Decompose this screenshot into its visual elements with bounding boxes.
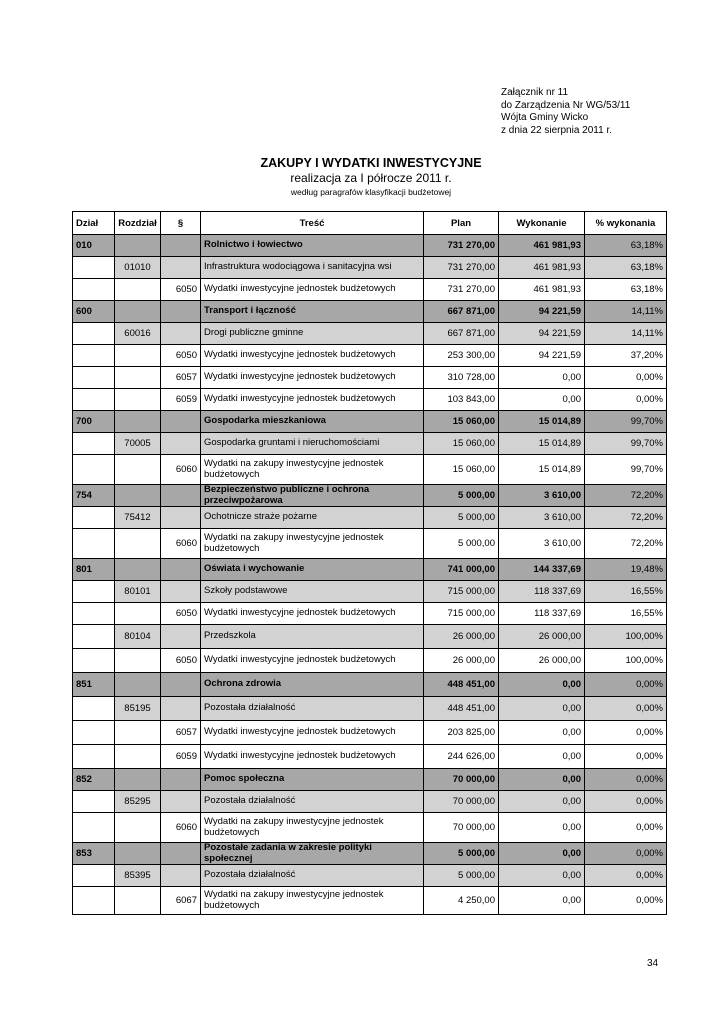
table-row <box>73 769 667 791</box>
cell-procent: 0,00% <box>585 887 667 915</box>
cell-paragraf <box>161 769 201 791</box>
cell-dzial <box>73 389 115 411</box>
annex-line-2: do Zarządzenia Nr WG/53/11 <box>501 99 631 111</box>
cell-wykonanie: 15 014,89 <box>499 433 585 455</box>
cell-plan: 731 270,00 <box>424 257 499 279</box>
cell-rozdzial: 85295 <box>115 791 161 813</box>
cell-paragraf: 6059 <box>161 389 201 411</box>
cell-dzial <box>73 791 115 813</box>
cell-paragraf <box>161 257 201 279</box>
cell-paragraf: 6057 <box>161 721 201 745</box>
cell-paragraf <box>161 411 201 433</box>
cell-paragraf <box>161 559 201 581</box>
cell-tresc: Pozostałe zadania w zakresie polityki społecznej <box>201 843 424 865</box>
cell-plan: 731 270,00 <box>424 235 499 257</box>
cell-wykonanie: 118 337,69 <box>499 581 585 603</box>
cell-paragraf: 6060 <box>161 529 201 559</box>
cell-tresc: Drogi publiczne gminne <box>201 323 424 345</box>
cell-rozdzial: 01010 <box>115 257 161 279</box>
cell-procent: 99,70% <box>585 455 667 485</box>
cell-plan: 253 300,00 <box>424 345 499 367</box>
cell-paragraf: 6050 <box>161 603 201 625</box>
cell-rozdzial: 80101 <box>115 581 161 603</box>
cell-tresc: Pomoc społeczna <box>201 769 424 791</box>
cell-plan: 15 060,00 <box>424 433 499 455</box>
cell-rozdzial <box>115 279 161 301</box>
cell-paragraf <box>161 581 201 603</box>
cell-procent: 63,18% <box>585 235 667 257</box>
cell-dzial <box>73 745 115 769</box>
cell-plan: 15 060,00 <box>424 411 499 433</box>
cell-dzial <box>73 507 115 529</box>
annex-line-4: z dnia 22 sierpnia 2011 r. <box>501 124 613 136</box>
header-dzial: Dział <box>73 212 115 235</box>
cell-plan: 4 250,00 <box>424 887 499 915</box>
annex-line-1: Załącznik nr 11 <box>501 87 569 98</box>
cell-rozdzial <box>115 345 161 367</box>
cell-dzial <box>73 529 115 559</box>
cell-plan: 5 000,00 <box>424 843 499 865</box>
cell-wykonanie: 26 000,00 <box>499 625 585 649</box>
table-row <box>73 257 667 279</box>
cell-wykonanie: 0,00 <box>499 721 585 745</box>
cell-plan: 448 451,00 <box>424 673 499 697</box>
table-row <box>73 559 667 581</box>
table-row <box>73 455 667 485</box>
table-row <box>73 411 667 433</box>
cell-paragraf: 6060 <box>161 813 201 843</box>
cell-wykonanie: 144 337,69 <box>499 559 585 581</box>
cell-dzial <box>73 721 115 745</box>
table-row <box>73 813 667 843</box>
cell-plan: 310 728,00 <box>424 367 499 389</box>
cell-tresc: Przedszkola <box>201 625 424 649</box>
table-row <box>73 389 667 411</box>
cell-paragraf: 6050 <box>161 345 201 367</box>
cell-tresc: Wydatki na zakupy inwestycyjne jednostek budżetowych <box>201 887 424 915</box>
cell-dzial <box>73 367 115 389</box>
document-title: ZAKUPY I WYDATKI INWESTYCYJNE <box>260 156 482 170</box>
table-row <box>73 581 667 603</box>
page-number: 34 <box>647 958 659 969</box>
cell-tresc: Transport i łączność <box>201 301 424 323</box>
cell-procent: 100,00% <box>585 625 667 649</box>
cell-rozdzial: 85395 <box>115 865 161 887</box>
cell-wykonanie: 3 610,00 <box>499 507 585 529</box>
cell-paragraf <box>161 235 201 257</box>
cell-procent: 0,00% <box>585 865 667 887</box>
cell-plan: 715 000,00 <box>424 581 499 603</box>
document-note: według paragrafów klasyfikacji budżetowej <box>290 187 452 197</box>
cell-dzial: 853 <box>73 843 115 865</box>
cell-tresc: Szkoły podstawowe <box>201 581 424 603</box>
cell-rozdzial <box>115 813 161 843</box>
cell-procent: 37,20% <box>585 345 667 367</box>
cell-plan: 5 000,00 <box>424 865 499 887</box>
cell-rozdzial <box>115 649 161 673</box>
table-row <box>73 345 667 367</box>
cell-plan: 667 871,00 <box>424 323 499 345</box>
cell-rozdzial: 60016 <box>115 323 161 345</box>
cell-wykonanie: 0,00 <box>499 769 585 791</box>
cell-procent: 0,00% <box>585 389 667 411</box>
cell-wykonanie: 3 610,00 <box>499 485 585 507</box>
annex-line-3: Wójta Gminy Wicko <box>501 112 589 123</box>
cell-procent: 72,20% <box>585 529 667 559</box>
cell-tresc: Oświata i wychowanie <box>201 559 424 581</box>
cell-paragraf <box>161 865 201 887</box>
cell-plan: 448 451,00 <box>424 697 499 721</box>
cell-paragraf: 6059 <box>161 745 201 769</box>
cell-wykonanie: 94 221,59 <box>499 323 585 345</box>
cell-tresc: Wydatki inwestycyjne jednostek budżetowych <box>201 721 424 745</box>
cell-plan: 70 000,00 <box>424 791 499 813</box>
cell-wykonanie: 0,00 <box>499 745 585 769</box>
table-row <box>73 697 667 721</box>
cell-procent: 0,00% <box>585 791 667 813</box>
cell-plan: 70 000,00 <box>424 813 499 843</box>
cell-paragraf <box>161 673 201 697</box>
header-plan: Plan <box>424 212 499 235</box>
cell-procent: 72,20% <box>585 507 667 529</box>
cell-wykonanie: 0,00 <box>499 843 585 865</box>
cell-rozdzial <box>115 745 161 769</box>
cell-dzial: 801 <box>73 559 115 581</box>
cell-tresc: Infrastruktura wodociągowa i sanitacyjna wsi <box>201 257 424 279</box>
cell-procent: 0,00% <box>585 697 667 721</box>
table-header-row <box>73 212 667 235</box>
table-row <box>73 301 667 323</box>
cell-dzial <box>73 887 115 915</box>
cell-paragraf: 6057 <box>161 367 201 389</box>
cell-procent: 99,70% <box>585 411 667 433</box>
table-row <box>73 865 667 887</box>
cell-rozdzial <box>115 455 161 485</box>
table-row <box>73 323 667 345</box>
budget-table <box>72 211 667 915</box>
table-row <box>73 721 667 745</box>
cell-plan: 103 843,00 <box>424 389 499 411</box>
cell-paragraf <box>161 301 201 323</box>
cell-wykonanie: 0,00 <box>499 367 585 389</box>
cell-dzial: 700 <box>73 411 115 433</box>
cell-rozdzial: 80104 <box>115 625 161 649</box>
cell-tresc: Pozostała działalność <box>201 865 424 887</box>
cell-dzial: 600 <box>73 301 115 323</box>
cell-rozdzial <box>115 235 161 257</box>
cell-procent: 14,11% <box>585 323 667 345</box>
cell-rozdzial <box>115 301 161 323</box>
cell-wykonanie: 461 981,93 <box>499 257 585 279</box>
cell-rozdzial <box>115 411 161 433</box>
table-row <box>73 625 667 649</box>
cell-dzial <box>73 603 115 625</box>
table-row <box>73 649 667 673</box>
cell-rozdzial <box>115 673 161 697</box>
cell-wykonanie: 0,00 <box>499 697 585 721</box>
cell-wykonanie: 0,00 <box>499 813 585 843</box>
cell-dzial <box>73 813 115 843</box>
cell-tresc: Wydatki inwestycyjne jednostek budżetowych <box>201 603 424 625</box>
cell-wykonanie: 118 337,69 <box>499 603 585 625</box>
cell-rozdzial: 75412 <box>115 507 161 529</box>
cell-dzial <box>73 257 115 279</box>
cell-plan: 667 871,00 <box>424 301 499 323</box>
header-wykonanie: Wykonanie <box>499 212 585 235</box>
cell-tresc: Pozostała działalność <box>201 697 424 721</box>
cell-plan: 70 000,00 <box>424 769 499 791</box>
cell-rozdzial <box>115 887 161 915</box>
cell-paragraf <box>161 625 201 649</box>
cell-paragraf <box>161 791 201 813</box>
cell-wykonanie: 0,00 <box>499 887 585 915</box>
cell-dzial: 010 <box>73 235 115 257</box>
cell-plan: 244 626,00 <box>424 745 499 769</box>
cell-plan: 5 000,00 <box>424 507 499 529</box>
cell-procent: 0,00% <box>585 843 667 865</box>
cell-plan: 26 000,00 <box>424 625 499 649</box>
cell-procent: 0,00% <box>585 813 667 843</box>
cell-procent: 14,11% <box>585 301 667 323</box>
cell-procent: 99,70% <box>585 433 667 455</box>
cell-tresc: Wydatki inwestycyjne jednostek budżetowych <box>201 367 424 389</box>
cell-plan: 203 825,00 <box>424 721 499 745</box>
table-row <box>73 887 667 915</box>
cell-wykonanie: 94 221,59 <box>499 301 585 323</box>
table-row <box>73 603 667 625</box>
cell-plan: 741 000,00 <box>424 559 499 581</box>
table-row <box>73 745 667 769</box>
cell-wykonanie: 15 014,89 <box>499 411 585 433</box>
cell-dzial: 851 <box>73 673 115 697</box>
cell-dzial <box>73 433 115 455</box>
cell-paragraf: 6067 <box>161 887 201 915</box>
cell-dzial <box>73 625 115 649</box>
document-title-block <box>0 156 724 198</box>
cell-tresc: Wydatki na zakupy inwestycyjne jednostek budżetowych <box>201 529 424 559</box>
table-row <box>73 507 667 529</box>
cell-wykonanie: 94 221,59 <box>499 345 585 367</box>
cell-procent: 63,18% <box>585 257 667 279</box>
cell-wykonanie: 0,00 <box>499 791 585 813</box>
table-row <box>73 843 667 865</box>
table-body <box>73 235 667 915</box>
cell-wykonanie: 15 014,89 <box>499 455 585 485</box>
cell-plan: 715 000,00 <box>424 603 499 625</box>
cell-dzial <box>73 323 115 345</box>
cell-procent: 0,00% <box>585 769 667 791</box>
cell-rozdzial <box>115 721 161 745</box>
table-row <box>73 235 667 257</box>
cell-rozdzial <box>115 769 161 791</box>
cell-tresc: Gospodarka mieszkaniowa <box>201 411 424 433</box>
cell-wykonanie: 461 981,93 <box>499 279 585 301</box>
cell-plan: 5 000,00 <box>424 485 499 507</box>
cell-tresc: Wydatki inwestycyjne jednostek budżetowych <box>201 279 424 301</box>
header-tresc: Treść <box>201 212 424 235</box>
cell-wykonanie: 0,00 <box>499 673 585 697</box>
cell-paragraf <box>161 507 201 529</box>
cell-paragraf <box>161 843 201 865</box>
cell-paragraf: 6050 <box>161 649 201 673</box>
cell-procent: 19,48% <box>585 559 667 581</box>
cell-tresc: Rolnictwo i łowiectwo <box>201 235 424 257</box>
table-row <box>73 279 667 301</box>
cell-tresc: Wydatki inwestycyjne jednostek budżetowych <box>201 649 424 673</box>
cell-procent: 0,00% <box>585 745 667 769</box>
cell-procent: 0,00% <box>585 721 667 745</box>
cell-rozdzial <box>115 603 161 625</box>
cell-dzial <box>73 697 115 721</box>
cell-tresc: Pozostała działalność <box>201 791 424 813</box>
cell-rozdzial <box>115 559 161 581</box>
cell-procent: 63,18% <box>585 279 667 301</box>
cell-wykonanie: 461 981,93 <box>499 235 585 257</box>
header-rozdzial: Rozdział <box>115 212 161 235</box>
cell-plan: 26 000,00 <box>424 649 499 673</box>
cell-tresc: Wydatki na zakupy inwestycyjne jednostek budżetowych <box>201 455 424 485</box>
cell-rozdzial <box>115 843 161 865</box>
cell-tresc: Wydatki na zakupy inwestycyjne jednostek budżetowych <box>201 813 424 843</box>
cell-rozdzial <box>115 367 161 389</box>
cell-tresc: Bezpieczeństwo publiczne i ochrona przeciwpożarowa <box>201 485 424 507</box>
cell-dzial <box>73 581 115 603</box>
cell-dzial <box>73 865 115 887</box>
annex-header <box>501 87 630 137</box>
header-procent: % wykonania <box>585 212 667 235</box>
table-row <box>73 673 667 697</box>
cell-dzial <box>73 345 115 367</box>
cell-paragraf: 6060 <box>161 455 201 485</box>
cell-dzial <box>73 649 115 673</box>
cell-paragraf: 6050 <box>161 279 201 301</box>
cell-plan: 731 270,00 <box>424 279 499 301</box>
cell-rozdzial <box>115 485 161 507</box>
cell-rozdzial <box>115 529 161 559</box>
cell-procent: 0,00% <box>585 367 667 389</box>
table-row <box>73 529 667 559</box>
cell-wykonanie: 0,00 <box>499 865 585 887</box>
document-subtitle: realizacja za I półrocze 2011 r. <box>290 171 452 185</box>
table-row <box>73 485 667 507</box>
cell-wykonanie: 3 610,00 <box>499 529 585 559</box>
table-row <box>73 367 667 389</box>
cell-procent: 100,00% <box>585 649 667 673</box>
cell-plan: 15 060,00 <box>424 455 499 485</box>
cell-paragraf <box>161 485 201 507</box>
cell-tresc: Wydatki inwestycyjne jednostek budżetowych <box>201 345 424 367</box>
cell-procent: 16,55% <box>585 581 667 603</box>
cell-tresc: Wydatki inwestycyjne jednostek budżetowych <box>201 745 424 769</box>
cell-wykonanie: 0,00 <box>499 389 585 411</box>
cell-procent: 16,55% <box>585 603 667 625</box>
cell-paragraf <box>161 433 201 455</box>
table-row <box>73 791 667 813</box>
cell-paragraf <box>161 697 201 721</box>
cell-rozdzial: 70005 <box>115 433 161 455</box>
cell-tresc: Ochrona zdrowia <box>201 673 424 697</box>
cell-tresc: Wydatki inwestycyjne jednostek budżetowych <box>201 389 424 411</box>
cell-tresc: Gospodarka gruntami i nieruchomościami <box>201 433 424 455</box>
cell-rozdzial: 85195 <box>115 697 161 721</box>
cell-dzial: 754 <box>73 485 115 507</box>
cell-dzial: 852 <box>73 769 115 791</box>
cell-dzial <box>73 455 115 485</box>
cell-paragraf <box>161 323 201 345</box>
table-row <box>73 433 667 455</box>
cell-wykonanie: 26 000,00 <box>499 649 585 673</box>
header-paragraf: § <box>161 212 201 235</box>
cell-dzial <box>73 279 115 301</box>
cell-procent: 0,00% <box>585 673 667 697</box>
cell-procent: 72,20% <box>585 485 667 507</box>
cell-tresc: Ochotnicze straże pożarne <box>201 507 424 529</box>
cell-plan: 5 000,00 <box>424 529 499 559</box>
cell-rozdzial <box>115 389 161 411</box>
